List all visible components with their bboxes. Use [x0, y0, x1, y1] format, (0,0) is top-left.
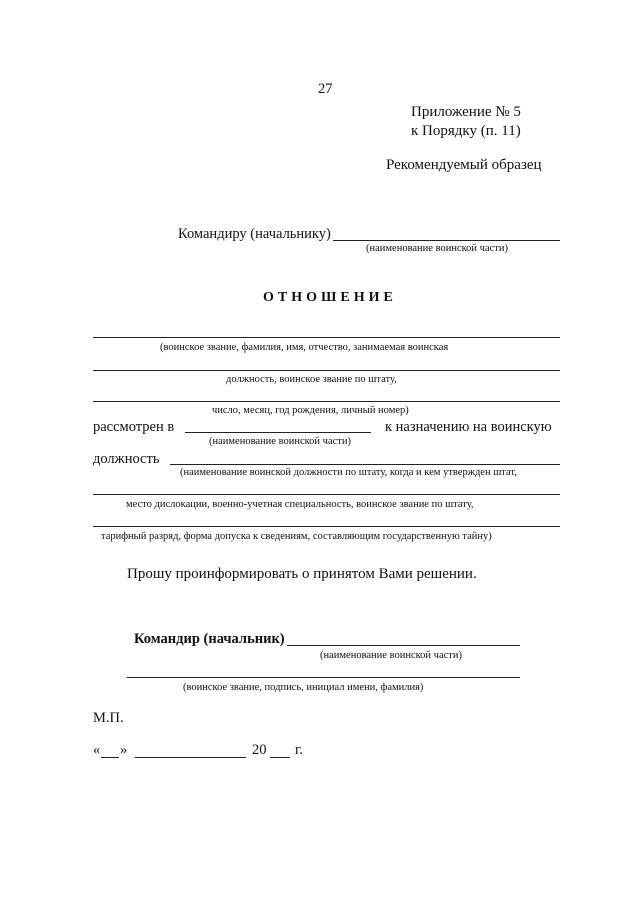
document-title: ОТНОШЕНИЕ — [263, 290, 397, 305]
signature-caption: (воинское звание, подпись, инициал имени, фамилия) — [183, 682, 424, 693]
date-year-suffix: г. — [295, 742, 303, 758]
body-line-2 — [93, 370, 560, 371]
body-line-5 — [93, 494, 560, 495]
signature-line — [127, 677, 520, 678]
commander-unit-line — [287, 645, 520, 646]
body-line-1 — [93, 337, 560, 338]
stamp-label: М.П. — [93, 710, 124, 726]
body-caption-3: число, месяц, год рождения, личный номер) — [212, 405, 409, 416]
position-label: должность — [93, 451, 160, 467]
commander-unit-caption: (наименование воинской части) — [320, 650, 462, 661]
considered-label: рассмотрен в — [93, 419, 175, 435]
date-day-line — [101, 757, 119, 758]
addressee-label: Командиру (начальнику) — [178, 226, 331, 242]
date-open-quote: « — [93, 742, 101, 758]
considered-line — [185, 432, 371, 433]
body-caption-2: должность, воинское звание по штату, — [226, 374, 397, 385]
considered-caption: (наименование воинской части) — [209, 436, 351, 447]
body-caption-1: (воинское звание, фамилия, имя, отчество, занимаемая воинская — [160, 342, 449, 353]
body-caption-5: место дислокации, военно-учетная специальность, воинское звание по штату, — [126, 499, 474, 510]
appendix-reference: к Порядку (п. 11) — [411, 123, 521, 139]
body-line-6 — [93, 526, 560, 527]
body-caption-6: тарифный разряд, форма допуска к сведениям, составляющим государственную тайну) — [101, 531, 492, 542]
request-text: Прошу проинформировать о принятом Вами решении. — [127, 566, 477, 582]
appendix-title: Приложение № 5 — [411, 104, 521, 120]
date-year-line — [270, 757, 290, 758]
position-caption: (наименование воинской должности по штату, когда и кем утвержден штат, — [180, 467, 517, 478]
date-month-line — [135, 757, 246, 758]
appointment-label: к назначению на воинскую — [385, 419, 552, 435]
date-year-prefix: 20 — [252, 742, 267, 758]
sample-label: Рекомендуемый образец — [386, 157, 542, 173]
date-close-quote: » — [120, 742, 128, 758]
addressee-caption: (наименование воинской части) — [366, 243, 508, 254]
addressee-line — [333, 240, 560, 241]
commander-label: Командир (начальник) — [134, 631, 285, 647]
body-line-3 — [93, 401, 560, 402]
position-line — [170, 464, 560, 465]
page-number: 27 — [318, 81, 333, 97]
